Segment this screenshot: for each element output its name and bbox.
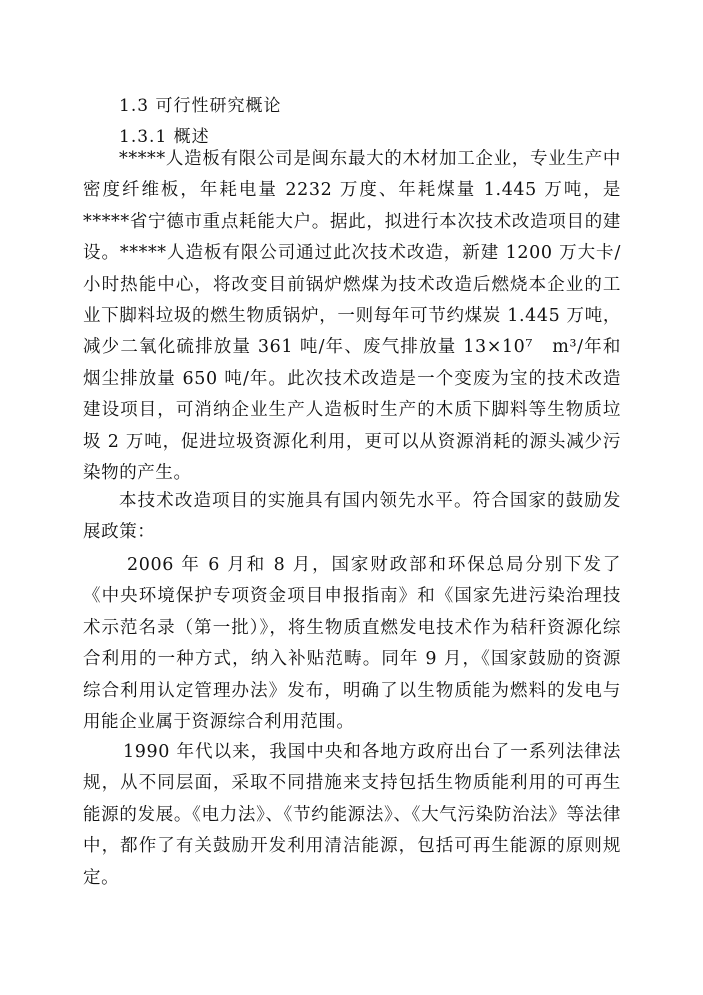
paragraph-laws: 1990 年代以来，我国中央和各地方政府出台了一系列法律法规，从不同层面，采取不同措施来支持包括生物质能利用的可再生能源的发展。《电力法》、《节约能源法》、《大气污染防治法》等法律中，都作了有关鼓励开发利用清洁能源，包括可再生能源的原则规定。 — [83, 742, 621, 888]
paragraph-policy-intro: 本技术改造项目的实施具有国内领先水平。符合国家的鼓励发展政策： — [83, 491, 621, 543]
paragraph-overview: *****人造板有限公司是闽东最大的木材加工企业，专业生产中密度纤维板，年耗电量 2232 万度、年耗煤量 1.445 万吨，是*****省宁德市重点耗能大户。据此，拟进行本次技术改造项目的建设。*****人造板有限公司通过此次技术改造，新建 1200 万大卡/小时热能中心，将改变目前锅炉燃煤为技术改造后燃烧本企业的工业下脚料垃圾的燃生物质锅炉，一则每年可节约煤炭 1.445 万吨，减少二氧化硫排放量 361 吨/年、废气排放量 13×10⁷ m³/年和烟尘排放量 650 吨/年。此次技术改造是一个变废为宝的技术改造建设项目，可消纳企业生产人造板时生产的木质下脚料等生物质垃圾 2 万吨，促进垃圾资源化利用，更可以从资源消耗的源头减少污染物的产生。 — [83, 149, 621, 484]
section-heading: 1.3 可行性研究概论 — [119, 96, 282, 116]
paragraph-2006-policy: 2006 年 6 月和 8 月，国家财政部和环保总局分别下发了《中央环境保护专项资金项目申报指南》和《国家先进污染治理技术示范名录（第一批）》，将生物质直燃发电技术作为秸秆资源化综合利用的一种方式，纳入补贴范畴。同年 9 月，《国家鼓励的资源综合利用认定管理办法》发布，明确了以生物质能为燃料的发电与用能企业属于资源综合利用范围。 — [83, 555, 621, 733]
subsection-heading: 1.3.1 概述 — [119, 127, 210, 147]
